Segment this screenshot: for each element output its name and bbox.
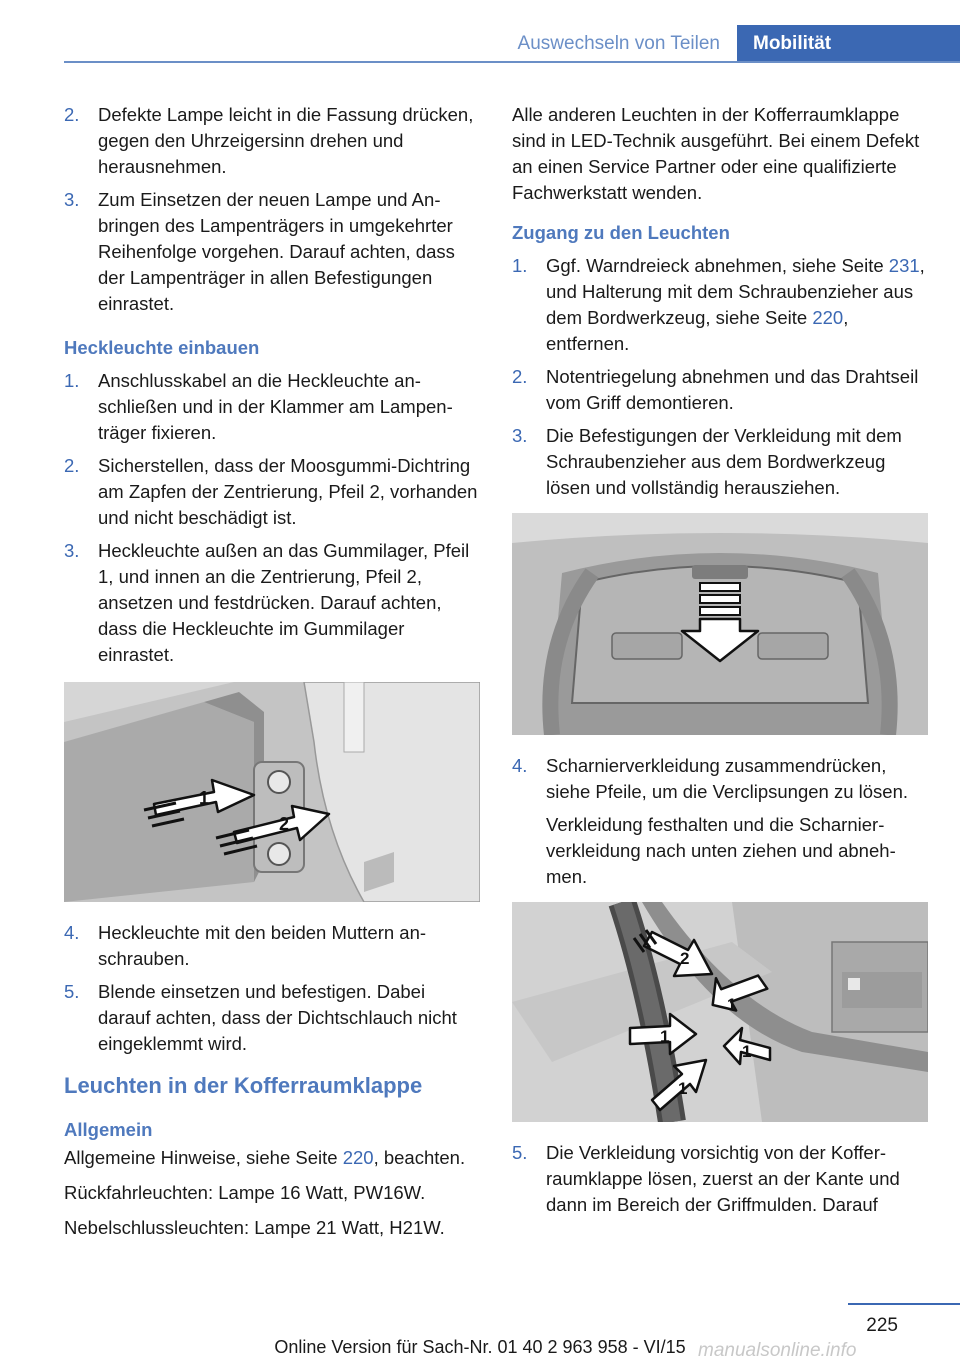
- figure-trunk-lid: [512, 513, 928, 735]
- list-item: [64, 920, 482, 972]
- list-item: [512, 253, 928, 357]
- step-number: 1.: [512, 255, 528, 276]
- header-rule: [64, 61, 960, 63]
- step1-text-a: Ggf. Warndreieck abnehmen, siehe Seite: [546, 255, 889, 276]
- list-item: [64, 979, 482, 1057]
- arrow-label: 1: [660, 1027, 670, 1046]
- step-text: Scharnierverkleidung zusammendrücken, siehe Pfeile, um die Verclipsungen zu lösen.: [546, 755, 908, 802]
- arrow-label: 1: [678, 1079, 688, 1098]
- step-number: 2.: [512, 366, 528, 387]
- step-text: Zum Einsetzen der neuen Lampe und Anbringen des Lampenträgers in umgekehrter Reihenfolge vorgehen. Darauf achten, dass der Lampenträger in allen Befestigungen einrastet.: [98, 189, 455, 314]
- hinge-cover-illustration: [512, 902, 928, 1122]
- step-number: 3.: [512, 425, 528, 446]
- step-number: 2.: [64, 455, 80, 476]
- step-text: Heckleuchte mit den beiden Muttern anschrauben.: [98, 922, 427, 969]
- trunk-lid-illustration: [512, 513, 928, 735]
- section-heading: Leuchten in der Kofferraumklappe: [64, 1073, 423, 1098]
- footer-rule: [848, 1303, 960, 1305]
- subheading-general: Allgemein: [64, 1119, 153, 1140]
- step-text: Defekte Lampe leicht in die Fassung drücken, gegen den Uhrzeigersinn drehen und herausnehmen.: [98, 104, 474, 177]
- step-number: 5.: [64, 981, 80, 1002]
- arrow-label: 1: [727, 995, 737, 1014]
- step-number: 2.: [64, 104, 80, 125]
- tail-light-illustration: [64, 682, 480, 902]
- page-link-220[interactable]: 220: [342, 1147, 374, 1168]
- step-text: [546, 253, 928, 357]
- step-number: 4.: [64, 922, 80, 943]
- list-item: [512, 753, 928, 805]
- step-number: 4.: [512, 755, 528, 776]
- step-text: Notentriegelung abnehmen und das Drahtseil vom Griff demontieren.: [546, 366, 919, 413]
- arrow-label: 2: [680, 949, 690, 968]
- reverse-lights-spec: Rückfahrleuchten: Lampe 16 Watt, PW16W.: [64, 1182, 426, 1203]
- step1-text-c: , entfernen.: [546, 307, 849, 354]
- list-item: [64, 187, 482, 317]
- watermark: manualsonline.info: [698, 1340, 857, 1361]
- list-item: [64, 368, 482, 446]
- right-column: [512, 102, 928, 1225]
- step-number: 1.: [64, 370, 80, 391]
- list-item: [512, 364, 928, 416]
- general-note-text-end: , beachten.: [373, 1147, 466, 1168]
- figure-tail-light: [64, 682, 480, 902]
- subheading-install: Heckleuchte einbauen: [64, 337, 260, 358]
- step-text: Die Befestigungen der Verkleidung mit dem Schraubenzieher aus dem Bordwerkzeug lösen und vollständig herausziehen.: [546, 425, 902, 498]
- arrow-label: 1: [742, 1042, 752, 1061]
- step4-extra: Verkleidung festhalten und die Scharnierverkleidung nach unten ziehen und abnehmen.: [546, 814, 896, 887]
- list-item: [512, 423, 928, 501]
- page-header: [0, 0, 960, 62]
- section-title-header: Auswechseln von Teilen: [517, 33, 720, 54]
- step-number: 5.: [512, 1142, 528, 1163]
- left-column: [64, 102, 482, 1250]
- figure-hinge-cover: [512, 902, 928, 1122]
- intro-paragraph: Alle anderen Leuchten in der Kofferraumklappe sind in LED-Technik ausgeführt. Bei einem Defekt an einen Service Partner oder eine qualifizierte Fachwerkstatt wenden.: [512, 104, 920, 203]
- arrow-label: 2: [279, 814, 290, 834]
- step-text: Anschlusskabel an die Heckleuchte anschließen und in der Klammer am Lampenträger fixieren.: [98, 370, 453, 443]
- step-number: 3.: [64, 189, 80, 210]
- general-note-text: Allgemeine Hinweise, siehe Seite: [64, 1147, 343, 1168]
- list-item: [512, 1140, 928, 1218]
- step-text: Blende einsetzen und befestigen. Dabei darauf achten, dass der Dichtschlauch nicht eingeklemmt wird.: [98, 981, 457, 1054]
- general-note: [64, 1145, 482, 1171]
- page-link-231[interactable]: 231: [888, 255, 920, 276]
- arrow-label: 1: [199, 788, 210, 808]
- chapter-tab: Mobilität: [737, 25, 960, 62]
- list-item: [64, 453, 482, 531]
- step-text: Die Verkleidung vorsichtig von der Kofferraumklappe lösen, zuerst an der Kante und dann im Bereich der Griffmulden. Darauf: [546, 1142, 900, 1215]
- step-text: Heckleuchte außen an das Gummilager, Pfeil 1, und innen an die Zentrierung, Pfeil 2, ansetzen und festdrücken. Darauf achten, dass die Heckleuchte im Gummilager einrastet.: [98, 540, 470, 665]
- list-item: [64, 102, 482, 180]
- page-link-220[interactable]: 220: [812, 307, 844, 328]
- step1-text-b: , und Halterung mit dem Schraubenzieher aus dem Bordwerkzeug, siehe Seite: [546, 255, 925, 328]
- list-item: [64, 538, 482, 668]
- step-number: 3.: [64, 540, 80, 561]
- step-text: Sicherstellen, dass der Moosgummi-Dichtring am Zapfen der Zentrierung, Pfeil 2, vorhanden und nicht beschädigt ist.: [98, 455, 478, 528]
- subheading-access: Zugang zu den Leuchten: [512, 222, 730, 243]
- footer-version-text: Online Version für Sach-Nr. 01 40 2 963 958 - VI/15: [274, 1337, 686, 1357]
- fog-lights-spec: Nebelschlussleuchten: Lampe 21 Watt, H21W.: [64, 1217, 445, 1238]
- page-number: 225: [866, 1315, 898, 1336]
